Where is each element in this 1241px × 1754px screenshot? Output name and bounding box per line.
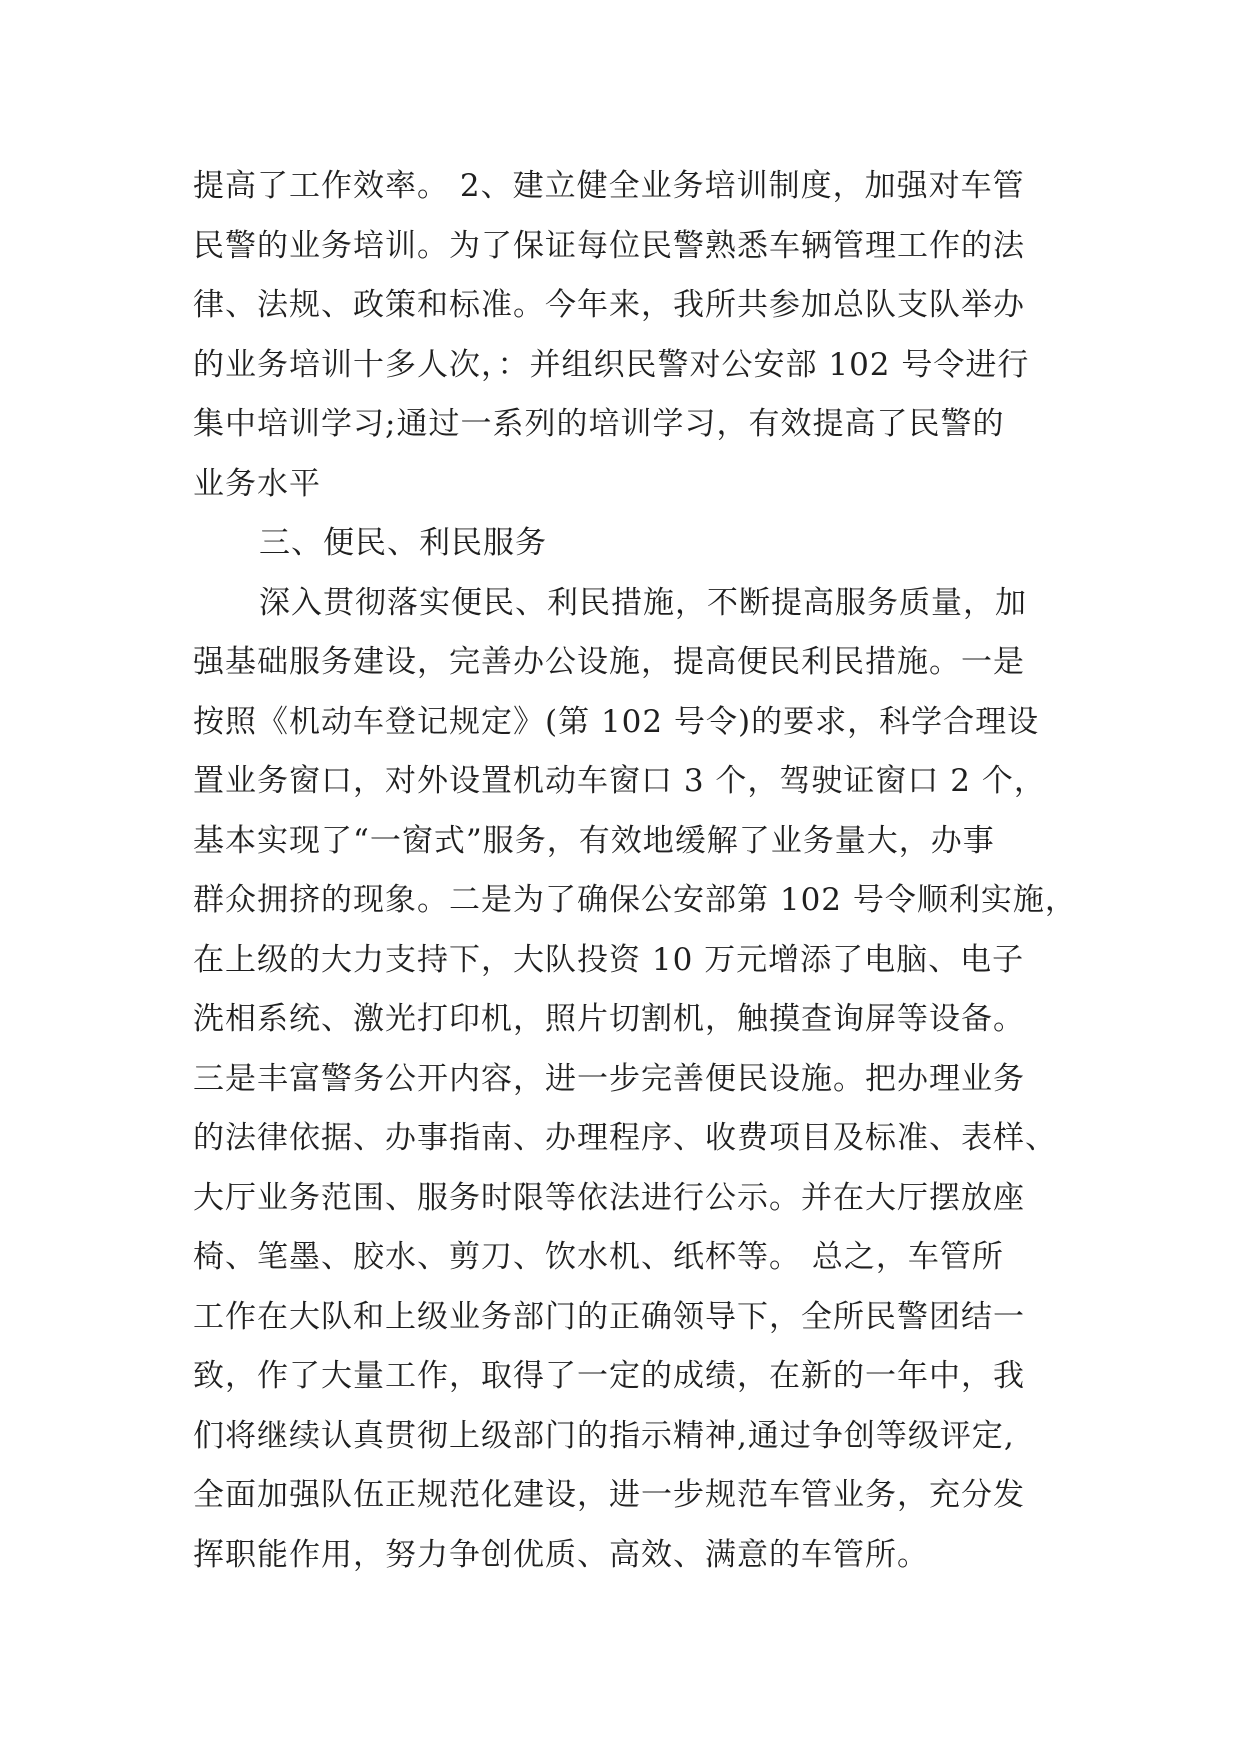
section-heading: 三、便民、利民服务: [259, 525, 547, 561]
text-line: 提高了工作效率。 2、建立健全业务培训制度，加强对车管: [193, 168, 1025, 204]
text-line: 工作在大队和上级业务部门的正确领导下，全所民警团结一: [193, 1298, 1025, 1335]
text-line: 全面加强队伍正规范化建设，进一步规范车管业务，充分发: [193, 1477, 1025, 1513]
text-line: 大厅业务范围、服务时限等依法进行公示。并在大厅摆放座: [193, 1179, 1025, 1216]
text-line: 的法律依据、办事指南、办理程序、收费项目及标准、表样、: [193, 1120, 1057, 1156]
text-line: 置业务窗口，对外设置机动车窗口 3 个，驾驶证窗口 2 个，: [193, 763, 1046, 799]
text-line: 群众拥挤的现象。二是为了确保公安部第 102 号令顺利实施，: [193, 882, 1077, 918]
text-line: 洗相系统、激光打印机，照片切割机，触摸查询屏等设备。: [193, 1001, 1025, 1037]
text-line: 强基础服务建设，完善办公设施，提高便民利民措施。一是: [193, 644, 1025, 680]
text-line: 律、法规、政策和标准。今年来，我所共参加总队支队举办: [193, 287, 1025, 323]
text-line: 业务水平: [193, 465, 321, 502]
text-line: 们将继续认真贯彻上级部门的指示精神,通过争创等级评定,: [193, 1417, 1015, 1454]
text-line: 基本实现了“一窗式”服务，有效地缓解了业务量大，办事: [193, 822, 995, 859]
text-line: 的业务培训十多人次，：并组织民警对公安部 102 号令进行: [193, 346, 1030, 383]
text-line: 三是丰富警务公开内容，进一步完善便民设施。把办理业务: [193, 1060, 1025, 1097]
text-line: 深入贯彻落实便民、利民措施，不断提高服务质量，加: [259, 584, 1027, 621]
text-line: 在上级的大力支持下，大队投资 10 万元增添了电脑、电子: [193, 941, 1025, 978]
text-line: 致，作了大量工作，取得了一定的成绩，在新的一年中，我: [193, 1358, 1025, 1394]
body-text: [193, 157, 1077, 1585]
text-line: 椅、笔墨、胶水、剪刀、饮水机、纸杯等。 总之，车管所: [193, 1239, 1004, 1275]
text-line: 按照《机动车登记规定》(第 102 号令)的要求，科学合理设: [193, 703, 1040, 740]
text-line: 集中培训学习;通过一系列的培训学习，有效提高了民警的: [193, 406, 1005, 442]
text-line: 挥职能作用，努力争创优质、高效、满意的车管所。: [193, 1536, 929, 1573]
text-line: 民警的业务培训。为了保证每位民警熟悉车辆管理工作的法: [193, 227, 1025, 264]
